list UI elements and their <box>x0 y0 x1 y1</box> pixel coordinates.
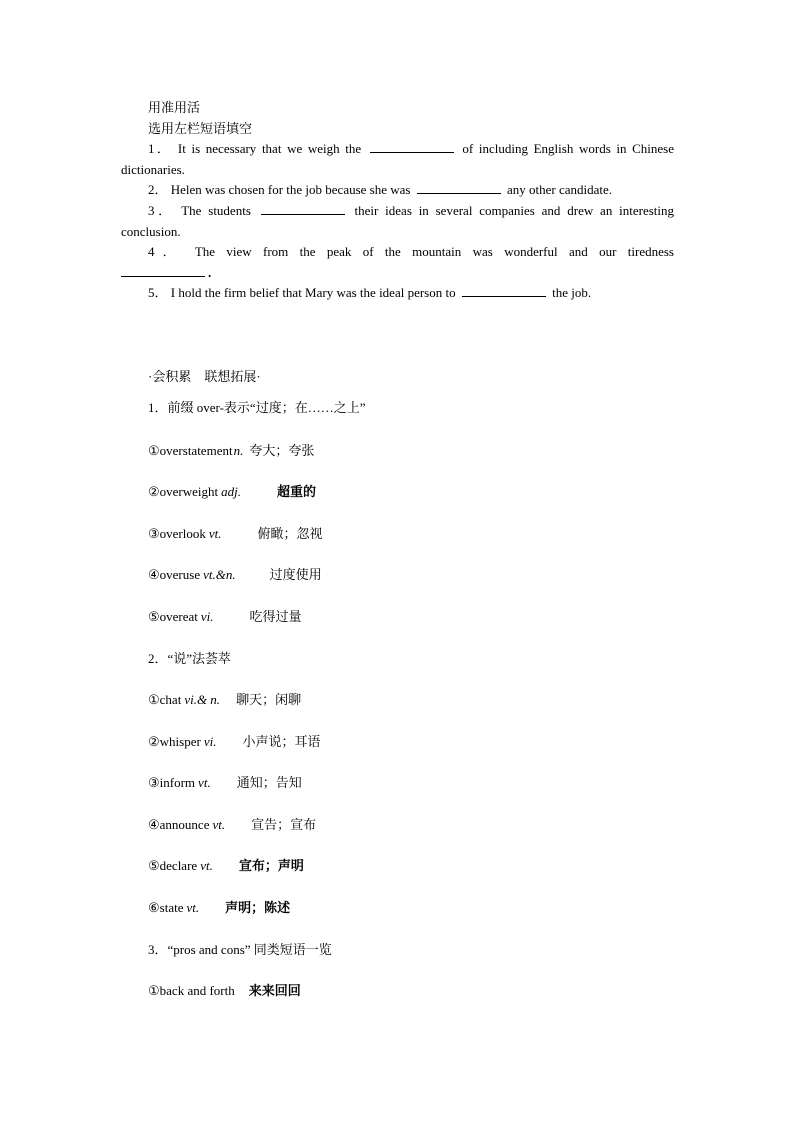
answer-blank-2[interactable] <box>417 181 501 194</box>
vocab-item: ①back and forth 来来回回 <box>148 983 301 998</box>
vocab-item: ②overweight adj. 超重的 <box>148 484 317 499</box>
group-1-heading: 1．前缀 over-表示“过度；在……之上” <box>148 400 366 415</box>
vocab-item: ④overuse vt.&n. 过度使用 <box>148 567 322 582</box>
question-2: 2． Helen was chosen for the job because she was any other candidate. <box>148 182 613 198</box>
vocab-item: ②whisper vi. 小声说；耳语 <box>148 734 321 749</box>
group-3-heading: 3．“pros and cons” 同类短语一览 <box>148 942 332 957</box>
practice-heading-2: 选用左栏短语填空 <box>148 120 253 136</box>
vocab-item: ③overlook vt. 俯瞰；忽视 <box>148 526 323 541</box>
answer-blank-1[interactable] <box>370 140 454 153</box>
question-5: 5． I hold the firm belief that Mary was the ideal person to the job. <box>148 285 592 301</box>
vocab-item: ⑥state vt. 声明；陈述 <box>148 900 291 915</box>
vocab-item: ①overstatementn. 夸大；夸张 <box>148 443 315 458</box>
answer-blank-5[interactable] <box>462 284 546 297</box>
group-2-heading: 2．“说”法荟萃 <box>148 651 232 666</box>
question-4: 4． The view from the peak of the mountain was wonderful and our tiredness <box>148 244 674 260</box>
vocab-item: ④announce vt. 宣告；宣布 <box>148 817 317 832</box>
answer-blank-3[interactable] <box>261 202 345 215</box>
question-1: 1． It is necessary that we weigh the of including English words in Chinese dictionaries. <box>121 141 675 177</box>
accumulate-title: ·会积累 联想拓展· <box>148 369 261 384</box>
answer-blank-4[interactable] <box>121 264 205 277</box>
question-4-line-2: . <box>121 263 674 284</box>
vocab-item: ⑤declare vt. 宣布；声明 <box>148 858 304 873</box>
vocab-item: ⑤overeat vi. 吃得过量 <box>148 609 302 624</box>
practice-heading-1: 用准用活 <box>148 100 201 115</box>
vocab-item: ③inform vt. 通知；告知 <box>148 775 302 790</box>
vocab-item: ①chat vi.& n. 聊天；闲聊 <box>148 692 302 707</box>
practice-section <box>121 98 674 304</box>
question-3: 3． The students their ideas in several companies and drew an interesting conclusion. <box>121 202 675 239</box>
